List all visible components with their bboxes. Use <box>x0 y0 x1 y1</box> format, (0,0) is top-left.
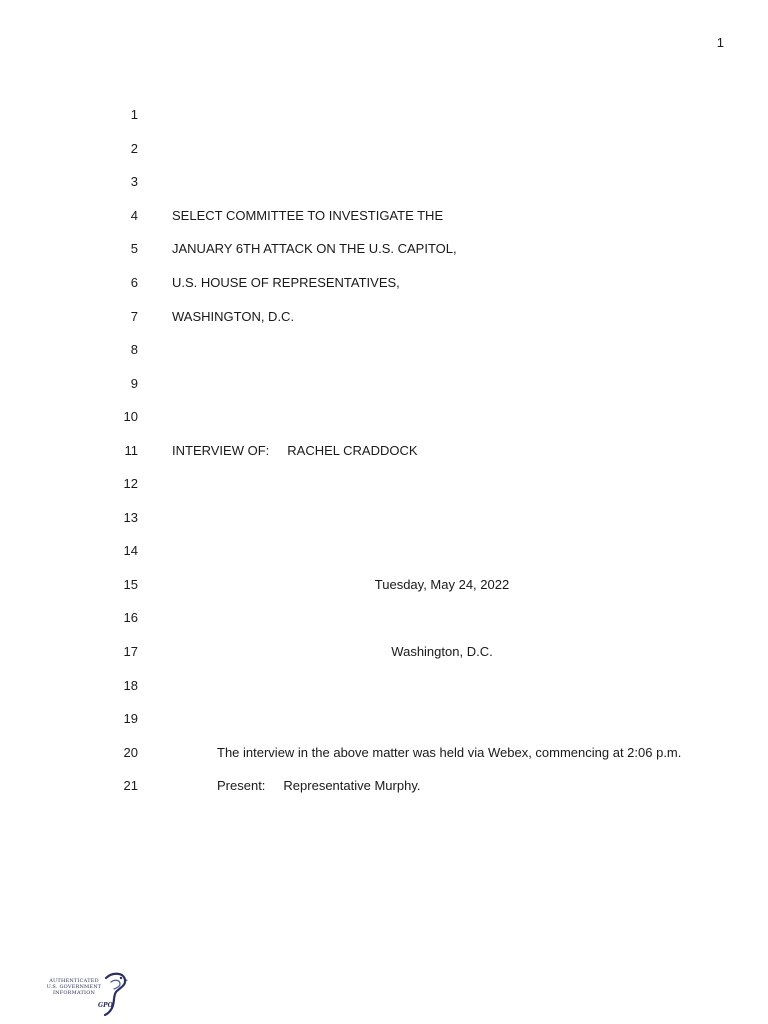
transcript-line <box>0 509 768 527</box>
present-label: Present: <box>217 778 266 793</box>
transcript-line <box>0 240 768 258</box>
transcript-line <box>0 442 768 460</box>
present-line <box>217 777 420 795</box>
transcript-line <box>0 140 768 158</box>
line-number: 9 <box>130 376 138 391</box>
page-number: 1 <box>716 35 724 50</box>
line-number: 7 <box>130 309 138 324</box>
line-number: 2 <box>130 141 138 156</box>
transcript-line <box>0 710 768 728</box>
transcript-line <box>0 207 768 225</box>
interview-location: Washington, D.C. <box>391 644 493 659</box>
interview-of-label: INTERVIEW OF: <box>172 443 270 458</box>
line-number: 1 <box>130 107 138 122</box>
transcript-line <box>0 609 768 627</box>
line-number: 17 <box>123 644 138 659</box>
line-number: 14 <box>123 543 138 558</box>
seal-agency: GPO <box>98 1002 113 1009</box>
line-number: 13 <box>123 510 138 525</box>
transcript-line <box>0 677 768 695</box>
seal-text-line: INFORMATION <box>52 990 96 996</box>
line-number: 18 <box>123 678 138 693</box>
gpo-authentication-seal <box>44 972 128 1018</box>
line-number: 21 <box>123 778 138 793</box>
transcript-line <box>0 274 768 292</box>
location-heading: WASHINGTON, D.C. <box>172 309 295 324</box>
transcript-line <box>0 173 768 191</box>
line-number: 19 <box>123 711 138 726</box>
line-number: 5 <box>130 241 138 256</box>
house-name: U.S. HOUSE OF REPRESENTATIVES, <box>172 275 400 290</box>
transcript-line <box>0 643 768 661</box>
transcript-line <box>0 542 768 560</box>
interview-of <box>172 442 418 460</box>
line-number: 11 <box>124 443 138 458</box>
committee-name-line-1: SELECT COMMITTEE TO INVESTIGATE THE <box>172 208 444 223</box>
transcript-line <box>0 106 768 124</box>
line-number: 6 <box>130 275 138 290</box>
line-number: 20 <box>123 745 138 760</box>
eagle-icon <box>102 972 128 1016</box>
seal-text-line: AUTHENTICATED <box>49 978 99 984</box>
line-number: 4 <box>130 208 138 223</box>
interviewee-name: RACHEL CRADDOCK <box>287 443 418 458</box>
present-value: Representative Murphy. <box>283 778 421 793</box>
line-number: 10 <box>123 409 138 424</box>
line-number: 15 <box>123 577 138 592</box>
transcript-line <box>0 777 768 795</box>
transcript-line <box>0 341 768 359</box>
transcript-line <box>0 375 768 393</box>
line-number: 16 <box>123 610 138 625</box>
transcript-line <box>0 576 768 594</box>
seal-text <box>44 978 104 996</box>
committee-name-line-2: JANUARY 6TH ATTACK ON THE U.S. CAPITOL, <box>172 241 457 256</box>
transcript-line <box>0 308 768 326</box>
transcript-line <box>0 475 768 493</box>
line-number: 12 <box>123 476 138 491</box>
interview-statement: The interview in the above matter was held via Webex, commencing at 2:06 p.m. <box>217 745 682 760</box>
seal-text-line: U.S. GOVERNMENT <box>46 984 102 990</box>
transcript-line <box>0 408 768 426</box>
line-number: 8 <box>130 342 138 357</box>
transcript-line <box>0 744 768 762</box>
interview-date: Tuesday, May 24, 2022 <box>374 577 510 592</box>
line-number: 3 <box>130 174 138 189</box>
